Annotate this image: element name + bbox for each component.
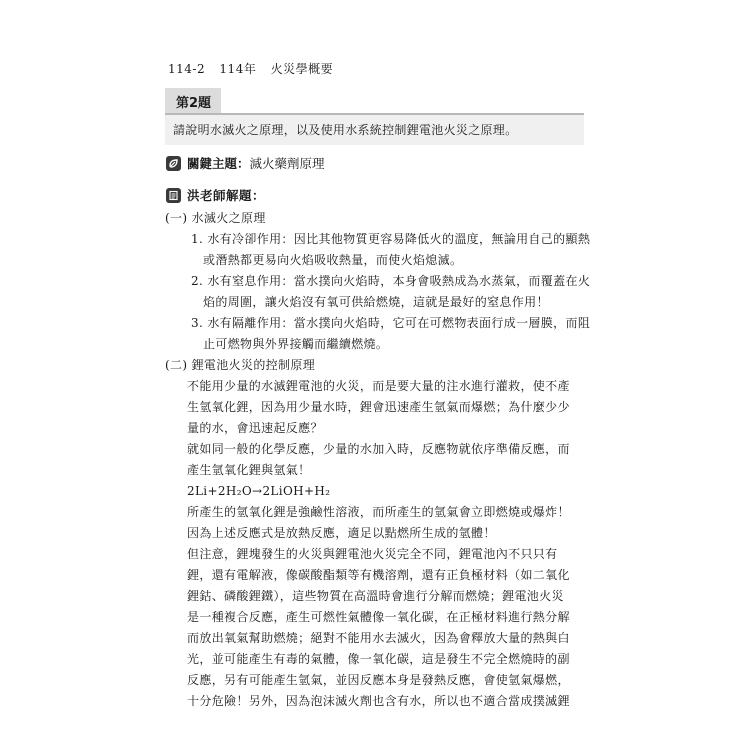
key-topic-label: 關鍵主題： xyxy=(187,156,250,171)
question-label: 第2題 xyxy=(165,88,221,113)
paragraph-line: 所產生的氫氧化鋰是強鹼性溶液，而所產生的氫氣會立即燃燒或爆炸！ xyxy=(187,505,570,519)
teacher-solution-heading xyxy=(166,186,265,204)
section-1-item-1: 1. 水有冷卻作用：因比其他物質更容易降低火的溫度，無論用自己的顯熱 xyxy=(191,232,590,246)
key-topic xyxy=(166,154,325,172)
exam-year: 114年 xyxy=(219,62,257,76)
chemical-equation: 2Li+2H₂O→2LiOH+H₂ xyxy=(187,484,331,498)
paragraph-line: 反應，另有可能產生氫氣，並因反應本身是發熱反應，會使氫氣爆燃， xyxy=(187,673,570,687)
paragraph-line: 是一種複合反應，產生可燃性氣體像一氧化碳，在正極材料進行熱分解 xyxy=(187,610,570,624)
paragraph-line: 鋰，還有電解液，像碳酸酯類等有機溶劑，還有正負極材料（如二氧化 xyxy=(187,568,570,582)
section-1-item-1-cont: 或潛熱都更易向火焰吸收熱量，而使火焰熄滅。 xyxy=(203,253,463,267)
key-topic-value: 滅火藥劑原理 xyxy=(249,156,325,171)
section-1-title: (一) 水滅火之原理 xyxy=(165,211,266,225)
paragraph-line: 量的水，會迅速起反應？ xyxy=(187,421,323,435)
paragraph-line: 鋰鈷、磷酸鋰鐵），這些物質在高溫時會進行分解而燃燒；鋰電池火災 xyxy=(187,589,564,603)
paragraph-line: 而放出氧氣幫助燃燒；絕對不能用水去滅火，因為會釋放大量的熱與白 xyxy=(187,631,570,645)
paragraph-line: 生氫氧化鋰，因為用少量水時，鋰會迅速產生氫氣而爆燃；為什麼少少 xyxy=(187,400,570,414)
section-1-item-3-cont: 止可燃物與外界接觸而繼續燃燒。 xyxy=(203,337,389,351)
page-number: 114-2 xyxy=(168,62,206,76)
key-topic-icon xyxy=(166,156,181,171)
paragraph-line: 產生氫氧化鋰與氫氣！ xyxy=(187,463,311,477)
paragraph-line: 就如同一般的化學反應，少量的水加入時，反應物就依序準備反應，而 xyxy=(187,442,570,456)
subject-title: 火災學概要 xyxy=(270,62,334,76)
section-1-item-3: 3. 水有隔離作用：當水撲向火焰時，它可在可燃物表面行成一層膜，而阻 xyxy=(191,316,590,330)
paragraph-line: 但注意，鋰塊發生的火災與鋰電池火災完全不同，鋰電池內不只只有 xyxy=(187,547,558,561)
question-text: 請說明水滅火之原理，以及使用水系統控制鋰電池火災之原理。 xyxy=(165,113,584,145)
section-1-item-2: 2. 水有窒息作用：當水撲向火焰時，本身會吸熱成為水蒸氣，而覆蓋在火 xyxy=(191,274,590,288)
question-box xyxy=(165,88,584,145)
section-1-item-2-cont: 焰的周圍，讓火焰沒有氧可供給燃燒，這就是最好的窒息作用！ xyxy=(203,295,549,309)
page-header xyxy=(168,60,343,77)
section-2-title: (二) 鋰電池火災的控制原理 xyxy=(165,358,316,372)
paragraph-line: 光，並可能產生有毒的氣體，像一氧化碳，這是發生不完全燃燒時的副 xyxy=(187,652,570,666)
solution-body xyxy=(165,208,590,712)
teacher-notes-icon xyxy=(166,188,181,203)
paragraph-line: 因為上述反應式是放熱反應，適足以點燃所生成的氫體！ xyxy=(187,526,496,540)
teacher-solution-label: 洪老師解題： xyxy=(187,188,266,203)
paragraph-line: 不能用少量的水滅鋰電池的火災，而是要大量的注水進行灌救，使不產 xyxy=(187,379,570,393)
paragraph-line: 十分危險！另外，因為泡沫滅火劑也含有水，所以也不適合當成撲滅鋰 xyxy=(187,694,570,708)
